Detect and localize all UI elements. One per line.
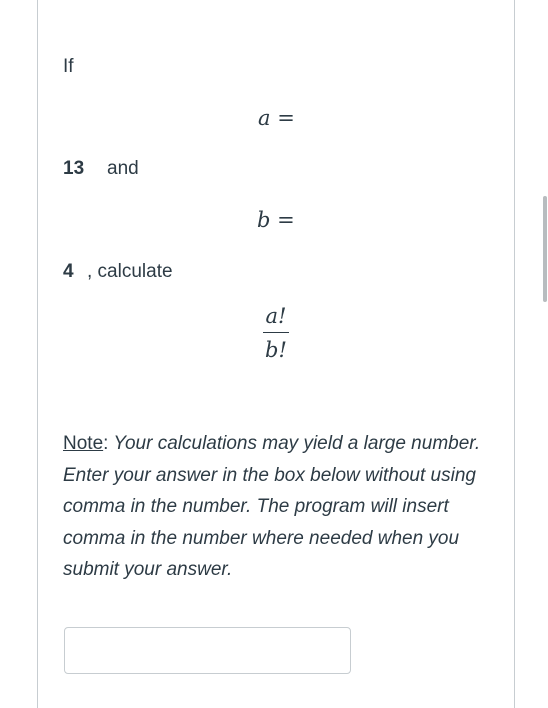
note-label: Note: [63, 433, 104, 454]
fraction-expression: [263, 303, 289, 363]
variable-a: a: [258, 106, 271, 130]
fraction-bar: [263, 332, 289, 333]
equals-sign-b: =: [277, 208, 295, 232]
equals-sign-a: =: [277, 106, 295, 130]
note-text: Your calculations may yield a large number. Enter your answer in the box below without using comma in the number. The program will insert comma in the number where needed when you submit your answer.: [63, 433, 481, 580]
a-value: 13: [63, 158, 85, 179]
answer-input[interactable]: [64, 627, 351, 674]
variable-b: b: [257, 208, 271, 232]
intro-text: If: [63, 56, 74, 77]
and-text: and: [107, 158, 139, 179]
scrollbar-thumb[interactable]: [543, 196, 547, 302]
note-colon: :: [103, 433, 109, 454]
equation-a: [258, 105, 295, 131]
note-paragraph: [63, 428, 493, 586]
fraction-denominator: b!: [265, 338, 287, 362]
calculate-text: , calculate: [87, 261, 173, 282]
equation-b: [257, 207, 295, 233]
b-value: 4: [63, 261, 74, 282]
fraction-numerator: a!: [265, 304, 287, 328]
